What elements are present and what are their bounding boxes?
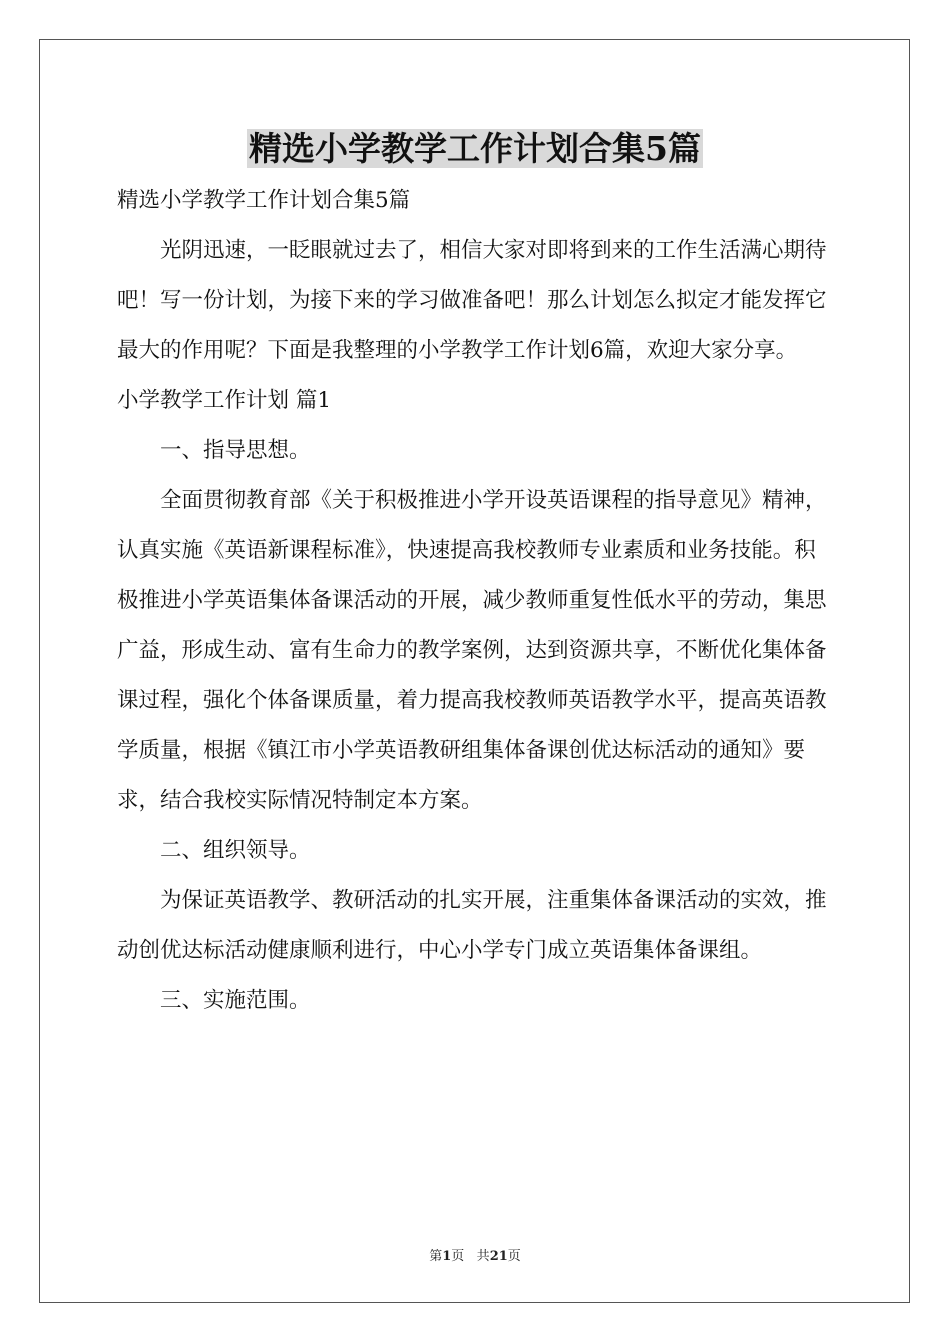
page-current: 1 [442, 1249, 452, 1264]
page-total: 21 [489, 1249, 508, 1264]
section-heading-plan-1: 小学教学工作计划 篇1 [117, 388, 332, 413]
paragraph-intro: 光阴迅速，一眨眼就过去了，相信大家对即将到来的工作生活满心期待吧！写一份计划，为接下来的学习做准备吧！那么计划怎么拟定才能发挥它最大的作用呢？下面是我整理的小学教学工作计划6篇，欢迎大家分享。 [117, 238, 827, 363]
paragraph-guiding-ideology: 全面贯彻教育部《关于积极推进小学开设英语课程的指导意见》精神，认真实施《英语新课程标准》，快速提高我校教师专业素质和业务技能。积极推进小学英语集体备课活动的开展，减少教师重复性低水平的劳动，集思广益，形成生动、富有生命力的教学案例，达到资源共享，不断优化集体备课过程，强化个体备课质量，着力提高我校教师英语教学水平，提高英语教学质量，根据《镇江市小学英语教研组集体备课创优达标活动的通知》要求，结合我校实际情况特制定本方案。 [117, 488, 827, 813]
document-title-text: 精选小学教学工作计划合集5篇 [249, 129, 701, 168]
total-unit: 页 [507, 1249, 521, 1264]
page-prefix: 第 [429, 1249, 443, 1264]
subheading-organization: 二、组织领导。 [160, 838, 311, 863]
document-subtitle: 精选小学教学工作计划合集5篇 [117, 188, 411, 213]
document-title [0, 124, 950, 174]
document-body [117, 176, 833, 1026]
paragraph-organization: 为保证英语教学、教研活动的扎实开展，注重集体备课活动的实效，推动创优达标活动健康顺利进行，中心小学专门成立英语集体备课组。 [117, 888, 827, 963]
page-footer [0, 1248, 950, 1266]
subheading-guiding-ideology: 一、指导思想。 [160, 438, 311, 463]
page-unit: 页 [451, 1249, 465, 1264]
total-prefix: 共 [476, 1249, 490, 1264]
subheading-scope: 三、实施范围。 [160, 988, 311, 1013]
